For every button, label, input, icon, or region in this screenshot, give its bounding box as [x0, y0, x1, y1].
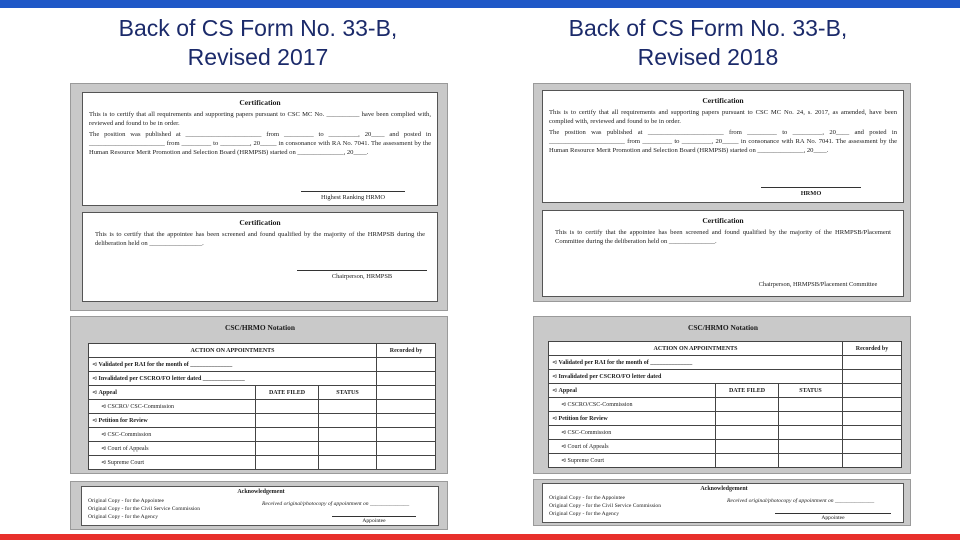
left-row-bullet-icon: ⊲ — [101, 432, 108, 438]
table-row — [89, 386, 436, 400]
right-ack-appointee: Appointee — [821, 515, 845, 521]
left-col-status: STATUS — [319, 386, 377, 400]
left-heading — [48, 14, 468, 72]
left-row5: Petition for Review — [98, 418, 148, 424]
right-row-bullet-icon: ⊲ — [561, 444, 568, 450]
right-heading-line2: Revised 2018 — [637, 44, 779, 70]
right-row2: Invalidated per CSCRO/FO letter dated — [558, 374, 662, 380]
right-row3: Appeal — [558, 388, 577, 394]
right-row-bullet-icon: ⊲ — [552, 416, 559, 422]
left-cert2-signature-line — [297, 270, 427, 271]
right-row-bullet-icon: ⊲ — [561, 430, 568, 436]
right-ack-box — [542, 483, 904, 523]
left-heading-line2: Revised 2017 — [187, 44, 329, 70]
right-cert1-body: This is to certify that all requirements and supporting papers pursuant to CSC MC No. 24, s. 2017, as amended, have been complied with, reviewed and found to be in order. — [549, 109, 897, 126]
left-cert1-signature-line — [301, 191, 405, 192]
left-ack-copy1: Original Copy - for the Appointee — [88, 498, 164, 504]
table-row — [89, 428, 436, 442]
left-ack-signature-line — [332, 516, 416, 517]
right-cert1-signature-line — [761, 187, 861, 188]
right-row-bullet-icon: ⊲ — [552, 360, 559, 366]
left-heading-line1: Back of CS Form No. 33-B, — [118, 15, 398, 41]
table-row — [549, 356, 902, 370]
left-ack-copies — [88, 497, 200, 521]
right-row1: Validated per RAI for the month of ______________ — [558, 360, 693, 366]
right-row8: Supreme Court — [567, 458, 605, 464]
right-ack-received: Received original/photocopy of appointment on ______________ — [727, 498, 875, 504]
left-row2: Invalidated per CSCRO/FO letter dated ______________ — [98, 376, 245, 382]
top-accent-bar — [0, 0, 960, 8]
left-row-bullet-icon: ⊲ — [101, 446, 108, 452]
left-row4: CSCRO/ CSC-Commission — [107, 404, 175, 410]
left-ack-copy3: Original Copy - for the Agency — [88, 514, 159, 520]
table-row — [89, 358, 436, 372]
left-ack-appointee: Appointee — [362, 518, 386, 524]
right-cert1-body2: The position was published at _______________________ from _________ to _________, 20____ and posted in _______________________ from _________ to _________, 20_____ in consonance with RA No. 7041. The assessment by the Human Resource Merit Promotion and Selection Board (HRMPSB) started on ______________, 20____. — [549, 129, 897, 154]
right-notation-panel — [533, 316, 911, 474]
left-row6: CSC-Commission — [107, 432, 152, 438]
left-ack-box — [81, 486, 439, 526]
right-ack-copies — [549, 494, 661, 518]
table-row — [89, 372, 436, 386]
right-certification-panel — [533, 83, 911, 302]
left-ack-title: Acknowledgement — [237, 489, 285, 495]
right-row-bullet-icon: ⊲ — [552, 388, 559, 394]
table-row — [549, 440, 902, 454]
left-notation-title: CSC/HRMO Notation — [224, 323, 295, 332]
left-ack-received: Received original/photocopy of appointment on ______________ — [262, 501, 410, 507]
left-certification-panel — [70, 83, 448, 311]
left-row-bullet-icon: ⊲ — [92, 376, 99, 382]
left-cert2-title: Certification — [239, 218, 281, 227]
table-row — [89, 456, 436, 470]
left-cert1-body: This is to certify that all requirements and supporting papers pursuant to CSC MC No. __________ have been complied with, reviewed and found to be in order. — [89, 111, 431, 128]
right-heading — [498, 14, 918, 72]
right-action-table — [548, 341, 902, 468]
left-row-bullet-icon: ⊲ — [101, 404, 108, 410]
right-row4: CSCRO/CSC-Commission — [567, 402, 633, 408]
left-ack-copy2: Original Copy - for the Civil Service Commission — [88, 506, 201, 512]
left-cert2-signatory: Chairperson, HRMPSB — [331, 273, 393, 280]
left-certification-box-2 — [82, 212, 438, 302]
right-certification-box-1 — [542, 90, 904, 203]
right-row-bullet-icon: ⊲ — [561, 458, 568, 464]
left-cert2-body: This is to certify that the appointee has been screened and found qualified by the majority of the HRMPSB during the deliberation held on ________________. — [95, 231, 425, 248]
right-notation-title: CSC/HRMO Notation — [687, 323, 758, 332]
left-cert1-signatory: Highest Ranking HRMO — [321, 194, 385, 201]
left-row3: Appeal — [98, 390, 117, 396]
bottom-accent-bar — [0, 534, 960, 540]
right-cert2-signatory: Chairperson, HRMPSB/Placement Committee — [758, 281, 878, 288]
table-row — [549, 342, 902, 356]
left-ack-panel — [70, 481, 448, 530]
right-col-recorded: Recorded by — [843, 342, 902, 356]
left-notation-panel — [70, 316, 448, 474]
table-row — [549, 384, 902, 398]
left-cert1-body2: The position was published at _______________________ from _________ to _________, 20____ and posted in _______________________ from _________ to _________, 20_____ in consonance with RA No. 7041. The assessment by the Human Resource Merit Promotion and Selection Board (HRMPSB) started on ______________, 20____. — [89, 131, 431, 156]
table-row — [549, 370, 902, 384]
right-row7: Court of Appeals — [567, 444, 609, 450]
right-row6: CSC-Commission — [567, 430, 612, 436]
left-action-table — [88, 343, 436, 470]
left-row-bullet-icon: ⊲ — [92, 390, 99, 396]
table-row — [549, 426, 902, 440]
left-col-recorded: Recorded by — [377, 344, 436, 358]
right-heading-line1: Back of CS Form No. 33-B, — [568, 15, 848, 41]
right-cert2-title: Certification — [702, 216, 744, 225]
right-ack-panel — [533, 479, 911, 526]
left-row1: Validated per RAI for the month of ______________ — [98, 362, 233, 368]
right-cert2-body: This is to certify that the appointee has been screened and found qualified by the majority of the HRMPSB/Placement Committee during the deliberation held on ______________. — [555, 229, 891, 246]
right-ack-title: Acknowledgement — [700, 486, 748, 492]
table-row — [89, 442, 436, 456]
table-row — [549, 454, 902, 468]
right-ack-copy3: Original Copy - for the Agency — [549, 511, 620, 517]
right-certification-box-2 — [542, 210, 904, 297]
left-row-bullet-icon: ⊲ — [92, 362, 99, 368]
left-row7: Court of Appeals — [107, 446, 149, 452]
right-col-action: ACTION ON APPOINTMENTS — [549, 342, 843, 356]
table-row — [89, 414, 436, 428]
table-row — [89, 344, 436, 358]
left-row-bullet-icon: ⊲ — [92, 418, 99, 424]
left-certification-box-1 — [82, 92, 438, 206]
left-row-bullet-icon: ⊲ — [101, 460, 108, 466]
right-row-bullet-icon: ⊲ — [552, 374, 559, 380]
table-row — [549, 412, 902, 426]
right-col-status: STATUS — [779, 384, 843, 398]
right-cert1-signatory: HRMO — [800, 190, 822, 197]
left-row8: Supreme Court — [107, 460, 145, 466]
left-col-action: ACTION ON APPOINTMENTS — [89, 344, 377, 358]
right-row5: Petition for Review — [558, 416, 608, 422]
right-cert1-title: Certification — [702, 96, 744, 105]
left-cert1-title: Certification — [239, 98, 281, 107]
table-row — [549, 398, 902, 412]
right-col-date: DATE FILED — [716, 384, 779, 398]
table-row — [89, 400, 436, 414]
right-ack-copy2: Original Copy - for the Civil Service Commission — [549, 503, 662, 509]
right-ack-signature-line — [775, 513, 891, 514]
left-col-date: DATE FILED — [256, 386, 319, 400]
right-row-bullet-icon: ⊲ — [561, 402, 568, 408]
right-ack-copy1: Original Copy - for the Appointee — [549, 495, 625, 501]
